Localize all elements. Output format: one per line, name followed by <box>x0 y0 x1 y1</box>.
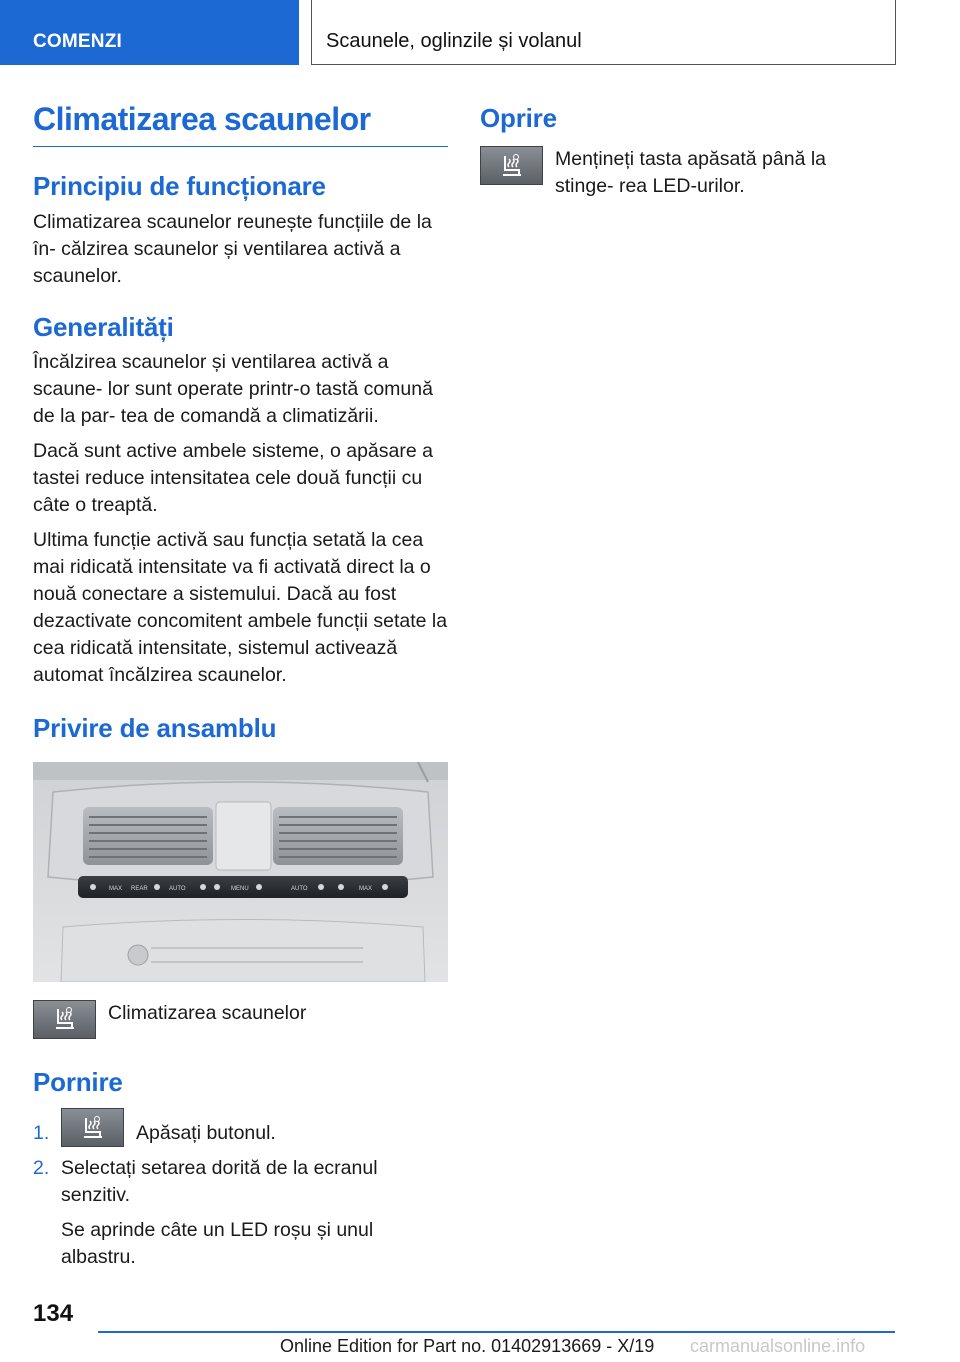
panel-label-5: AUTO <box>291 885 308 892</box>
step-2 <box>33 1155 448 1209</box>
step-1 <box>33 1108 448 1147</box>
right-column <box>480 100 895 200</box>
footer-divider <box>98 1331 895 1333</box>
page-title: Climatizarea scaunelor <box>33 100 448 147</box>
off-text: Mențineți tasta apăsată până la stinge‐ rea LED‑urilor. <box>555 148 827 198</box>
overview-heading: Privire de ansamblu <box>33 712 277 743</box>
step-note: Se aprinde câte un LED roșu și unul albastru. <box>61 1219 374 1269</box>
step-number: 1. <box>33 1122 50 1145</box>
edition-text: Online Edition for Part no. 01402913669 - X/19 <box>280 1336 655 1356</box>
climate-panel-photo <box>33 762 448 982</box>
left-column <box>33 100 448 1271</box>
climate-panel-illustration <box>33 762 448 982</box>
panel-label-6: MAX <box>359 885 373 892</box>
general-paragraph-2: Dacă sunt active ambele sisteme, o apăsare a tastei reduce intensitatea cele două funcții cu câte o treaptă. <box>33 439 433 516</box>
principle-heading: Principiu de funcționare <box>33 171 326 202</box>
seat-climate-icon <box>480 146 543 185</box>
off-heading: Oprire <box>480 103 557 133</box>
caption-text: Climatizarea scaunelor <box>108 1001 307 1024</box>
off-instruction <box>480 146 895 200</box>
seat-climate-icon <box>61 1108 124 1147</box>
on-heading: Pornire <box>33 1066 123 1097</box>
step-text: Apăsați butonul. <box>136 1122 276 1145</box>
principle-text: Climatizarea scaunelor reunește funcțiile de la în‐ călzirea scaunelor și ventilarea activă a scaunelor. <box>33 210 432 287</box>
general-heading: Generalități <box>33 311 174 342</box>
panel-label-2: REAR <box>131 885 148 892</box>
section-tab: COMENZI <box>0 0 299 65</box>
general-paragraph-1: Încălzirea scaunelor și ventilarea activă a scaune‐ lor sunt operate printr‑o tastă comună de la par‐ tea de comandă a climatizării. <box>33 350 433 427</box>
panel-label-1: MAX <box>109 885 123 892</box>
chapter-title: Scaunele, oglinzile și volanul <box>311 0 896 65</box>
seat-climate-caption <box>33 1000 448 1039</box>
watermark: carmanualsonline.info <box>690 1336 866 1356</box>
general-paragraph-3: Ultima funcție activă sau funcția setată la cea mai ridicată intensitate va fi activată direct la o nouă conectare a sistemului. Dacă au fost dezactivate concomitent ambele funcții setate la cea ridicată intensitate, sistemul activează automat încălzirea scaunelor. <box>33 528 448 686</box>
seat-climate-icon <box>33 1000 96 1039</box>
page-number: 134 <box>33 1300 74 1327</box>
panel-label-3: AUTO <box>169 885 186 892</box>
step-number: 2. <box>33 1157 50 1180</box>
panel-label-4: MENU <box>231 885 249 892</box>
step-text: Selectați setarea dorită de la ecranul senzitiv. <box>61 1157 378 1207</box>
